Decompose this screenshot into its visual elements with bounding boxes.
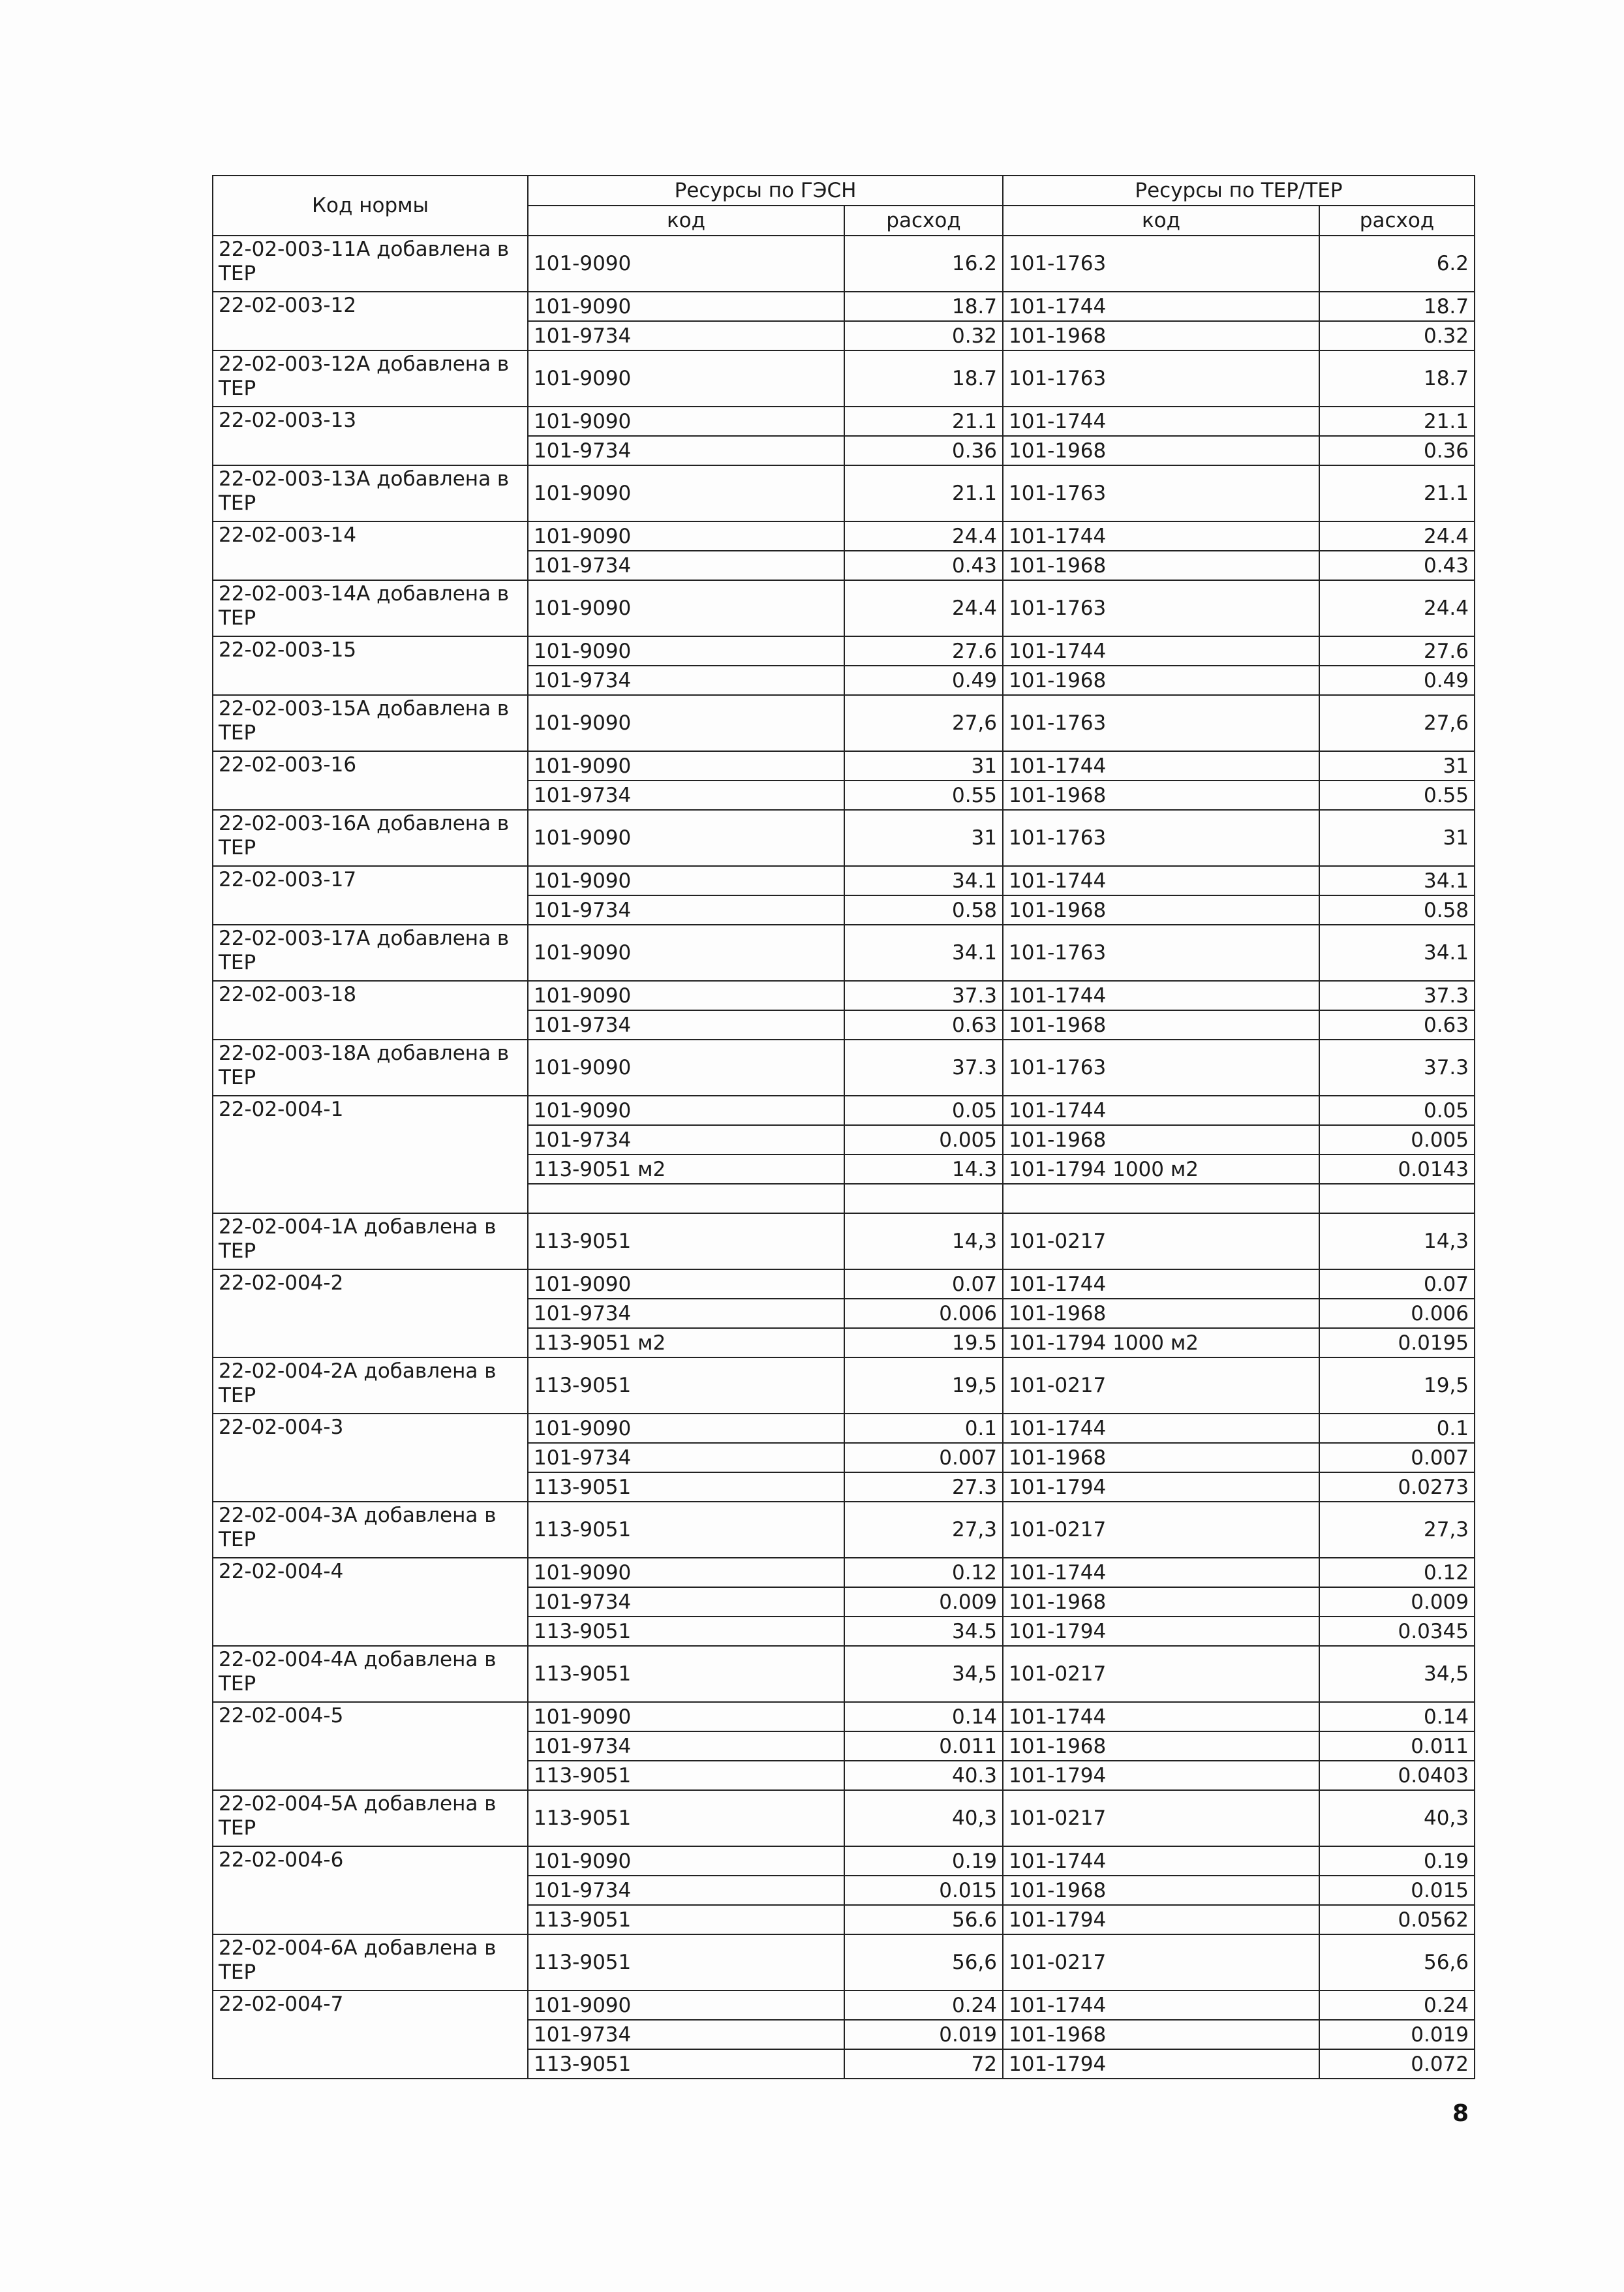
gesn-code-cell: 101-9090 <box>528 751 844 781</box>
ter-consumption-cell: 0.005 <box>1319 1125 1475 1154</box>
ter-consumption-cell: 0.0562 <box>1319 1905 1475 1934</box>
gesn-consumption-cell: 0.49 <box>844 666 1003 695</box>
norm-code-cell: 22-02-004-4 <box>213 1558 528 1646</box>
ter-consumption-cell: 0.36 <box>1319 436 1475 465</box>
ter-consumption-cell: 0.19 <box>1319 1846 1475 1876</box>
ter-consumption-cell: 37.3 <box>1319 1040 1475 1096</box>
gesn-consumption-cell: 0.63 <box>844 1010 1003 1040</box>
gesn-consumption-cell: 56.6 <box>844 1905 1003 1934</box>
table-row <box>213 1934 1475 1990</box>
gesn-code-cell: 101-9734 <box>528 1010 844 1040</box>
ter-code-cell: 101-1763 <box>1003 350 1319 407</box>
ter-consumption-cell: 0.009 <box>1319 1587 1475 1617</box>
table-row <box>213 751 1475 781</box>
gesn-consumption-cell: 27,3 <box>844 1502 1003 1558</box>
gesn-consumption-cell: 0.58 <box>844 895 1003 925</box>
gesn-consumption-cell: 27.6 <box>844 636 1003 666</box>
ter-consumption-cell: 31 <box>1319 751 1475 781</box>
ter-code-cell: 101-1744 <box>1003 1558 1319 1587</box>
ter-consumption-cell: 27,3 <box>1319 1502 1475 1558</box>
ter-code-cell: 101-1794 <box>1003 1472 1319 1502</box>
table-row <box>213 1702 1475 1731</box>
gesn-code-cell: 101-9090 <box>528 580 844 636</box>
ter-code-cell: 101-0217 <box>1003 1213 1319 1269</box>
ter-code-cell: 101-1744 <box>1003 1269 1319 1299</box>
gesn-code-cell: 101-9090 <box>528 292 844 321</box>
gesn-code-cell: 101-9734 <box>528 1876 844 1905</box>
norm-code-cell: 22-02-004-2 <box>213 1269 528 1357</box>
gesn-code-cell: 101-9090 <box>528 1990 844 2020</box>
gesn-code-cell: 101-9090 <box>528 350 844 407</box>
ter-code-cell: 101-1968 <box>1003 1587 1319 1617</box>
gesn-consumption-cell: 27.3 <box>844 1472 1003 1502</box>
gesn-consumption-cell: 0.006 <box>844 1299 1003 1328</box>
gesn-consumption-cell: 0.011 <box>844 1731 1003 1761</box>
table-header-row <box>213 176 1475 206</box>
gesn-consumption-cell: 18.7 <box>844 350 1003 407</box>
gesn-code-cell: 101-9734 <box>528 321 844 350</box>
norm-code-cell: 22-02-003-14 <box>213 521 528 580</box>
ter-code-cell: 101-1744 <box>1003 521 1319 551</box>
resources-table <box>212 175 1475 2079</box>
ter-consumption-cell: 19,5 <box>1319 1357 1475 1414</box>
ter-consumption-cell: 27.6 <box>1319 636 1475 666</box>
norm-code-cell: 22-02-004-3А добавлена в ТЕР <box>213 1502 528 1558</box>
ter-code-cell: 101-1763 <box>1003 695 1319 751</box>
gesn-consumption-header: расход <box>844 206 1003 236</box>
gesn-consumption-cell: 0.005 <box>844 1125 1003 1154</box>
norm-code-cell: 22-02-003-13 <box>213 407 528 465</box>
ter-consumption-cell: 0.019 <box>1319 2020 1475 2049</box>
gesn-code-cell: 101-9734 <box>528 551 844 580</box>
gesn-consumption-cell: 0.015 <box>844 1876 1003 1905</box>
table-row <box>213 866 1475 895</box>
norm-code-cell: 22-02-004-6А добавлена в ТЕР <box>213 1934 528 1990</box>
gesn-consumption-cell: 27,6 <box>844 695 1003 751</box>
ter-code-cell: 101-1744 <box>1003 981 1319 1010</box>
gesn-code-cell: 113-9051 <box>528 1646 844 1702</box>
gesn-code-cell: 101-9090 <box>528 695 844 751</box>
ter-code-cell: 101-1744 <box>1003 1846 1319 1876</box>
table-row <box>213 1646 1475 1702</box>
norm-code-cell: 22-02-003-11А добавлена в ТЕР <box>213 236 528 292</box>
ter-consumption-cell: 40,3 <box>1319 1790 1475 1846</box>
norm-code-cell: 22-02-003-18А добавлена в ТЕР <box>213 1040 528 1096</box>
norm-code-cell: 22-02-004-5 <box>213 1702 528 1790</box>
gesn-consumption-cell: 31 <box>844 810 1003 866</box>
ter-code-cell: 101-1744 <box>1003 1096 1319 1125</box>
gesn-consumption-cell: 0.05 <box>844 1096 1003 1125</box>
table-row <box>213 1790 1475 1846</box>
gesn-consumption-cell: 0.24 <box>844 1990 1003 2020</box>
gesn-code-cell: 101-9090 <box>528 407 844 436</box>
gesn-consumption-cell: 56,6 <box>844 1934 1003 1990</box>
ter-code-cell: 101-1744 <box>1003 1702 1319 1731</box>
ter-consumption-cell: 34.1 <box>1319 925 1475 981</box>
gesn-code-cell: 101-9090 <box>528 981 844 1010</box>
table-row <box>213 1213 1475 1269</box>
ter-consumption-cell: 0.0143 <box>1319 1154 1475 1184</box>
table-row <box>213 925 1475 981</box>
ter-consumption-cell: 24.4 <box>1319 580 1475 636</box>
ter-consumption-cell: 0.006 <box>1319 1299 1475 1328</box>
ter-code-cell: 101-1763 <box>1003 465 1319 521</box>
gesn-code-header: код <box>528 206 844 236</box>
gesn-code-cell: 113-9051 <box>528 1502 844 1558</box>
gesn-code-cell: 101-9734 <box>528 2020 844 2049</box>
ter-code-cell: 101-1968 <box>1003 2020 1319 2049</box>
table-row <box>213 1846 1475 1876</box>
ter-code-cell: 101-1968 <box>1003 1731 1319 1761</box>
gesn-consumption-cell: 0.19 <box>844 1846 1003 1876</box>
ter-code-cell: 101-1763 <box>1003 236 1319 292</box>
gesn-consumption-cell: 24.4 <box>844 580 1003 636</box>
ter-code-cell: 101-1763 <box>1003 925 1319 981</box>
ter-code-cell: 101-1744 <box>1003 866 1319 895</box>
norm-code-cell: 22-02-003-15А добавлена в ТЕР <box>213 695 528 751</box>
norm-code-cell: 22-02-004-5А добавлена в ТЕР <box>213 1790 528 1846</box>
norm-code-cell: 22-02-003-14А добавлена в ТЕР <box>213 580 528 636</box>
norm-code-cell: 22-02-003-17 <box>213 866 528 925</box>
ter-code-cell: 101-1968 <box>1003 666 1319 695</box>
ter-code-cell: 101-1763 <box>1003 1040 1319 1096</box>
gesn-consumption-cell: 14,3 <box>844 1213 1003 1269</box>
gesn-consumption-cell: 24.4 <box>844 521 1003 551</box>
table-row <box>213 236 1475 292</box>
ter-code-cell: 101-1968 <box>1003 321 1319 350</box>
gesn-consumption-cell: 0.12 <box>844 1558 1003 1587</box>
gesn-code-cell: 101-9090 <box>528 465 844 521</box>
table-row <box>213 1990 1475 2020</box>
gesn-code-cell: 101-9734 <box>528 666 844 695</box>
gesn-consumption-cell: 31 <box>844 751 1003 781</box>
gesn-consumption-cell: 34,5 <box>844 1646 1003 1702</box>
table-row <box>213 465 1475 521</box>
gesn-code-cell: 113-9051 <box>528 1790 844 1846</box>
ter-code-cell: 101-1968 <box>1003 1299 1319 1328</box>
ter-code-cell: 101-1968 <box>1003 436 1319 465</box>
ter-consumption-cell: 27,6 <box>1319 695 1475 751</box>
gesn-consumption-cell: 0.55 <box>844 781 1003 810</box>
gesn-code-cell: 113-9051 <box>528 1213 844 1269</box>
ter-code-cell: 101-0217 <box>1003 1502 1319 1558</box>
ter-code-cell: 101-1744 <box>1003 1990 1319 2020</box>
ter-consumption-cell: 0.07 <box>1319 1269 1475 1299</box>
ter-code-cell: 101-1968 <box>1003 895 1319 925</box>
gesn-code-cell: 101-9090 <box>528 1846 844 1876</box>
ter-code-cell: 101-1794 <box>1003 1617 1319 1646</box>
ter-code-cell <box>1003 1184 1319 1213</box>
ter-consumption-cell: 0.1 <box>1319 1414 1475 1443</box>
gesn-resources-header: Ресурсы по ГЭСН <box>528 176 1003 206</box>
ter-consumption-cell: 0.24 <box>1319 1990 1475 2020</box>
ter-code-cell: 101-1968 <box>1003 781 1319 810</box>
table-row <box>213 1357 1475 1414</box>
ter-code-cell: 101-1794 1000 м2 <box>1003 1328 1319 1357</box>
norm-code-cell: 22-02-003-16 <box>213 751 528 810</box>
gesn-code-cell: 101-9734 <box>528 1443 844 1472</box>
ter-consumption-cell: 0.12 <box>1319 1558 1475 1587</box>
gesn-code-cell: 113-9051 <box>528 1905 844 1934</box>
ter-consumption-cell: 37.3 <box>1319 981 1475 1010</box>
table-row <box>213 1096 1475 1125</box>
ter-consumption-cell: 0.55 <box>1319 781 1475 810</box>
ter-consumption-cell: 18.7 <box>1319 292 1475 321</box>
ter-consumption-cell: 0.0273 <box>1319 1472 1475 1502</box>
ter-code-cell: 101-1794 <box>1003 1761 1319 1790</box>
ter-consumption-cell: 31 <box>1319 810 1475 866</box>
ter-code-cell: 101-1763 <box>1003 580 1319 636</box>
ter-code-cell: 101-1968 <box>1003 551 1319 580</box>
table-row <box>213 981 1475 1010</box>
ter-consumption-cell: 0.007 <box>1319 1443 1475 1472</box>
table-row <box>213 636 1475 666</box>
gesn-code-cell: 101-9090 <box>528 866 844 895</box>
gesn-consumption-cell: 18.7 <box>844 292 1003 321</box>
ter-code-cell: 101-1968 <box>1003 1876 1319 1905</box>
ter-consumption-cell <box>1319 1184 1475 1213</box>
ter-code-header: код <box>1003 206 1319 236</box>
gesn-code-cell: 113-9051 м2 <box>528 1154 844 1184</box>
gesn-consumption-cell: 0.36 <box>844 436 1003 465</box>
ter-code-cell: 101-1968 <box>1003 1125 1319 1154</box>
ter-code-cell: 101-1794 1000 м2 <box>1003 1154 1319 1184</box>
table-row <box>213 1269 1475 1299</box>
ter-consumption-cell: 34,5 <box>1319 1646 1475 1702</box>
gesn-code-cell: 101-9734 <box>528 1299 844 1328</box>
ter-consumption-cell: 0.0403 <box>1319 1761 1475 1790</box>
table-row <box>213 810 1475 866</box>
gesn-code-cell: 113-9051 <box>528 1934 844 1990</box>
gesn-code-cell: 113-9051 <box>528 1357 844 1414</box>
norm-code-cell: 22-02-004-4А добавлена в ТЕР <box>213 1646 528 1702</box>
gesn-consumption-cell: 0.1 <box>844 1414 1003 1443</box>
ter-code-cell: 101-0217 <box>1003 1934 1319 1990</box>
ter-consumption-cell: 0.58 <box>1319 895 1475 925</box>
norm-code-cell: 22-02-004-1А добавлена в ТЕР <box>213 1213 528 1269</box>
page-number: 8 <box>1452 2100 1469 2127</box>
norm-code-cell: 22-02-003-12 <box>213 292 528 350</box>
gesn-code-cell: 101-9090 <box>528 1702 844 1731</box>
ter-code-cell: 101-1794 <box>1003 2049 1319 2079</box>
gesn-consumption-cell: 0.019 <box>844 2020 1003 2049</box>
gesn-code-cell: 101-9090 <box>528 521 844 551</box>
ter-consumption-cell: 56,6 <box>1319 1934 1475 1990</box>
gesn-consumption-cell: 40,3 <box>844 1790 1003 1846</box>
ter-consumption-cell: 21.1 <box>1319 407 1475 436</box>
gesn-code-cell <box>528 1184 844 1213</box>
gesn-code-cell: 101-9090 <box>528 1558 844 1587</box>
ter-consumption-cell: 0.43 <box>1319 551 1475 580</box>
ter-resources-header: Ресурсы по ТЕР/ТЕР <box>1003 176 1475 206</box>
gesn-code-cell: 101-9734 <box>528 781 844 810</box>
gesn-consumption-cell: 0.009 <box>844 1587 1003 1617</box>
ter-consumption-cell: 0.072 <box>1319 2049 1475 2079</box>
gesn-consumption-cell: 0.07 <box>844 1269 1003 1299</box>
ter-code-cell: 101-1744 <box>1003 407 1319 436</box>
gesn-consumption-cell: 19.5 <box>844 1328 1003 1357</box>
ter-consumption-cell: 21.1 <box>1319 465 1475 521</box>
norm-code-cell: 22-02-003-18 <box>213 981 528 1040</box>
gesn-consumption-cell: 0.43 <box>844 551 1003 580</box>
gesn-code-cell: 101-9090 <box>528 925 844 981</box>
gesn-code-cell: 113-9051 <box>528 1761 844 1790</box>
gesn-code-cell: 101-9090 <box>528 236 844 292</box>
gesn-consumption-cell: 19,5 <box>844 1357 1003 1414</box>
gesn-consumption-cell <box>844 1184 1003 1213</box>
norm-code-cell: 22-02-004-1 <box>213 1096 528 1213</box>
gesn-consumption-cell: 0.14 <box>844 1702 1003 1731</box>
norm-code-header: Код нормы <box>213 176 528 236</box>
table-row <box>213 407 1475 436</box>
table-body <box>213 236 1475 2079</box>
gesn-consumption-cell: 72 <box>844 2049 1003 2079</box>
ter-code-cell: 101-1763 <box>1003 810 1319 866</box>
gesn-consumption-cell: 14.3 <box>844 1154 1003 1184</box>
ter-consumption-cell: 0.14 <box>1319 1702 1475 1731</box>
gesn-consumption-cell: 16.2 <box>844 236 1003 292</box>
gesn-consumption-cell: 37.3 <box>844 1040 1003 1096</box>
ter-consumption-cell: 0.011 <box>1319 1731 1475 1761</box>
gesn-code-cell: 101-9090 <box>528 1096 844 1125</box>
table-row <box>213 292 1475 321</box>
ter-consumption-cell: 0.0345 <box>1319 1617 1475 1646</box>
gesn-code-cell: 101-9090 <box>528 636 844 666</box>
gesn-consumption-cell: 0.007 <box>844 1443 1003 1472</box>
gesn-consumption-cell: 34.1 <box>844 925 1003 981</box>
ter-consumption-cell: 14,3 <box>1319 1213 1475 1269</box>
table-row <box>213 1558 1475 1587</box>
ter-code-cell: 101-1968 <box>1003 1443 1319 1472</box>
ter-consumption-cell: 24.4 <box>1319 521 1475 551</box>
table-row <box>213 580 1475 636</box>
ter-code-cell: 101-0217 <box>1003 1790 1319 1846</box>
norm-code-cell: 22-02-003-17А добавлена в ТЕР <box>213 925 528 981</box>
gesn-code-cell: 101-9090 <box>528 1414 844 1443</box>
norm-code-cell: 22-02-003-16А добавлена в ТЕР <box>213 810 528 866</box>
ter-consumption-cell: 18.7 <box>1319 350 1475 407</box>
gesn-code-cell: 101-9734 <box>528 1125 844 1154</box>
gesn-code-cell: 101-9090 <box>528 1040 844 1096</box>
table-row <box>213 1502 1475 1558</box>
ter-code-cell: 101-1968 <box>1003 1010 1319 1040</box>
gesn-code-cell: 101-9090 <box>528 810 844 866</box>
gesn-code-cell: 101-9734 <box>528 895 844 925</box>
norm-code-cell: 22-02-004-6 <box>213 1846 528 1934</box>
gesn-consumption-cell: 21.1 <box>844 465 1003 521</box>
gesn-code-cell: 101-9734 <box>528 436 844 465</box>
ter-code-cell: 101-1744 <box>1003 292 1319 321</box>
ter-consumption-cell: 34.1 <box>1319 866 1475 895</box>
ter-code-cell: 101-0217 <box>1003 1646 1319 1702</box>
gesn-code-cell: 113-9051 м2 <box>528 1328 844 1357</box>
norm-code-cell: 22-02-003-15 <box>213 636 528 695</box>
gesn-consumption-cell: 40.3 <box>844 1761 1003 1790</box>
table-row <box>213 521 1475 551</box>
table-row <box>213 1040 1475 1096</box>
ter-code-cell: 101-1744 <box>1003 751 1319 781</box>
norm-code-cell: 22-02-003-12А добавлена в ТЕР <box>213 350 528 407</box>
gesn-code-cell: 113-9051 <box>528 1472 844 1502</box>
gesn-code-cell: 113-9051 <box>528 1617 844 1646</box>
gesn-consumption-cell: 21.1 <box>844 407 1003 436</box>
ter-consumption-cell: 6.2 <box>1319 236 1475 292</box>
table-row <box>213 350 1475 407</box>
norm-code-cell: 22-02-003-13А добавлена в ТЕР <box>213 465 528 521</box>
gesn-code-cell: 101-9090 <box>528 1269 844 1299</box>
ter-consumption-cell: 0.49 <box>1319 666 1475 695</box>
table-row <box>213 1414 1475 1443</box>
gesn-code-cell: 101-9734 <box>528 1731 844 1761</box>
gesn-consumption-cell: 34.1 <box>844 866 1003 895</box>
ter-consumption-cell: 0.32 <box>1319 321 1475 350</box>
ter-consumption-cell: 0.63 <box>1319 1010 1475 1040</box>
ter-consumption-cell: 0.05 <box>1319 1096 1475 1125</box>
ter-consumption-cell: 0.0195 <box>1319 1328 1475 1357</box>
gesn-consumption-cell: 34.5 <box>844 1617 1003 1646</box>
ter-code-cell: 101-0217 <box>1003 1357 1319 1414</box>
gesn-consumption-cell: 0.32 <box>844 321 1003 350</box>
norm-code-cell: 22-02-004-7 <box>213 1990 528 2079</box>
ter-consumption-cell: 0.015 <box>1319 1876 1475 1905</box>
ter-consumption-header: расход <box>1319 206 1475 236</box>
gesn-consumption-cell: 37.3 <box>844 981 1003 1010</box>
table-row <box>213 695 1475 751</box>
gesn-code-cell: 113-9051 <box>528 2049 844 2079</box>
ter-code-cell: 101-1744 <box>1003 1414 1319 1443</box>
gesn-code-cell: 101-9734 <box>528 1587 844 1617</box>
ter-code-cell: 101-1794 <box>1003 1905 1319 1934</box>
norm-code-cell: 22-02-004-2А добавлена в ТЕР <box>213 1357 528 1414</box>
ter-code-cell: 101-1744 <box>1003 636 1319 666</box>
norm-code-cell: 22-02-004-3 <box>213 1414 528 1502</box>
